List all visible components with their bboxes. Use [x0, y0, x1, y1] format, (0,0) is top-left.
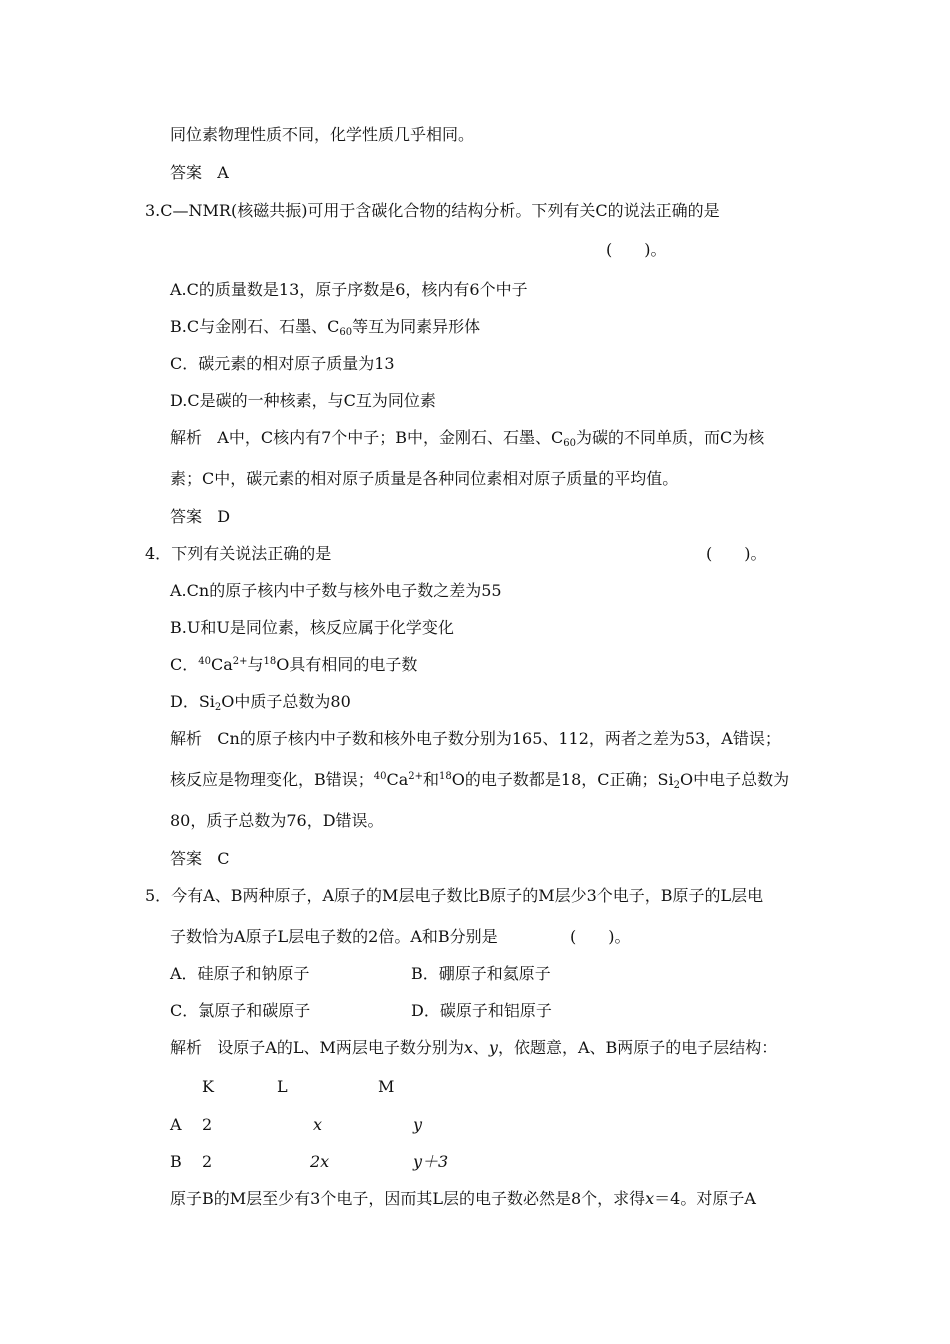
q3-stem [145, 201, 720, 221]
table-header-k: K [202, 1077, 214, 1096]
q3-option-d: D.C是碳的一种核素，与C互为同位素 [170, 391, 436, 410]
q4-option-c [170, 655, 417, 678]
q4-stem-text: 下列有关说法正确的是 [171, 544, 332, 563]
q4-exp2-ca: Ca [386, 770, 409, 789]
q4-exp1: Cn的原子核内中子数和核外电子数分别为165、112，两者之差为53，A错误； [217, 729, 781, 748]
q3-option-a: A.C的质量数是13，原子序数是6，核内有6个中子 [170, 280, 528, 299]
q4-explanation-line2 [170, 770, 789, 793]
q4-exp2-sup2: 2+ [408, 771, 424, 782]
q3-number: 3. [145, 201, 161, 220]
answer-value: C [217, 849, 230, 868]
answer-label: 答案 [170, 849, 203, 868]
explanation-label: 解析 [170, 428, 203, 447]
q5-stem-line1 [145, 886, 763, 906]
q5-stem1: 今有A、B两种原子，A原子的M层电子数比B原子的M层少3个电子，B原子的L层电 [171, 886, 764, 905]
q5-option-a: A．硅原子和钠原子 [170, 964, 310, 983]
q3-answer [170, 507, 230, 527]
table-row-a-k: 2 [202, 1115, 213, 1134]
explanation-label: 解析 [170, 729, 203, 748]
table-header-m: M [378, 1077, 395, 1096]
q3-option-b-pre: B.C与金刚石、石墨、C [170, 317, 340, 336]
answer-label: 答案 [170, 163, 203, 182]
q5-exp2-pre: 原子B的M层至少有3个电子，因而其L层的电子数必然是8个，求得 [170, 1189, 646, 1208]
q3-exp1-pre: A中，C核内有7个中子；B中，金刚石、石墨、C [217, 428, 564, 447]
q4-number: 4． [145, 544, 172, 563]
q3-option-b-post: 等互为同素异形体 [352, 317, 481, 336]
q5-exp1-pre: 设原子A的L、M两层电子数分别为 [217, 1038, 464, 1057]
q3-explanation-line2: 素；C中，碳元素的相对原子质量是各种同位素相对原子质量的平均值。 [170, 469, 679, 488]
q5-option-c: C．氯原子和碳原子 [170, 1001, 311, 1020]
q3-stem-a: C [160, 201, 173, 220]
q4-explanation-line3: 80，质子总数为76，D错误。 [170, 811, 384, 830]
answer-value: A [217, 163, 229, 182]
table-row-a-l: x [313, 1115, 323, 1134]
q4-blank: ( )。 [706, 544, 767, 563]
q5-exp1-y: y [488, 1038, 498, 1057]
q4-explanation-line1 [170, 729, 781, 749]
intro-answer [170, 163, 229, 183]
q5-exp1-post: ，依题意，A、B两原子的电子层结构： [497, 1038, 778, 1057]
q4-stem [145, 544, 331, 564]
q3-blank: ( )。 [606, 240, 667, 259]
q3-option-b [170, 317, 480, 340]
table-row-b-m: y＋3 [413, 1152, 449, 1171]
q3-exp1-post: 为碳的不同单质，而C为核 [576, 428, 765, 447]
q4-option-d-pre: D．Si [170, 692, 215, 711]
q3-option-c: C．碳元素的相对原子质量为13 [170, 354, 395, 373]
q4-option-c-mid: 与 [247, 655, 264, 674]
q4-exp2-mid2: O的电子数都是18，C正确；Si [451, 770, 674, 789]
q4-option-c-pre: C． [170, 655, 199, 674]
q5-exp1-sep: 、 [472, 1038, 489, 1057]
q5-explanation-line1 [170, 1038, 777, 1058]
q4-option-c-sup2: 2+ [232, 656, 248, 667]
table-row-a-m: y [413, 1115, 423, 1134]
q4-exp2-sup1: 40 [373, 771, 387, 782]
q4-exp2-pre: 核反应是物理变化，B错误； [170, 770, 374, 789]
q4-exp2-post: O中电子总数为 [679, 770, 790, 789]
q4-option-c-sup1: 40 [198, 656, 211, 667]
q4-exp2-sup3: 18 [439, 771, 452, 782]
q4-exp2-sub: 2 [673, 780, 680, 791]
q5-explanation-line2 [170, 1189, 756, 1209]
table-row-b-label: B [170, 1152, 182, 1171]
q3-stem-b: —NMR(核磁共振)可用于含碳化合物的结构分析。下列有关C的说法正确的是 [172, 201, 720, 220]
table-row-b-k: 2 [202, 1152, 213, 1171]
q4-option-c-sup3: 18 [263, 656, 277, 667]
intro-text: 同位素物理性质不同，化学性质几乎相同。 [170, 125, 475, 144]
q5-exp2-x: x [645, 1189, 655, 1208]
explanation-label: 解析 [170, 1038, 203, 1057]
q5-blank: ( )。 [570, 927, 631, 946]
q4-option-c-post: O具有相同的电子数 [276, 655, 418, 674]
answer-label: 答案 [170, 507, 203, 526]
q3-explanation-line1 [170, 428, 764, 451]
q5-stem-line2: 子数恰为A原子L层电子数的2倍。A和B分别是 [170, 927, 498, 946]
q4-exp2-mid: 和 [423, 770, 440, 789]
table-row-b-l: 2x [310, 1152, 330, 1171]
q4-option-d-post: O中质子总数为80 [221, 692, 351, 711]
q4-option-d [170, 692, 351, 715]
q4-option-c-ca: Ca [210, 655, 233, 674]
q3-option-b-sub: 60 [339, 327, 353, 338]
q3-exp1-sub: 60 [563, 438, 576, 449]
q5-option-d: D．碳原子和铝原子 [411, 1001, 552, 1020]
table-row-a-label: A [170, 1115, 182, 1134]
q5-exp1-x: x [463, 1038, 473, 1057]
q4-option-a: A.Cn的原子核内中子数与核外电子数之差为55 [170, 581, 502, 600]
table-header-l: L [277, 1077, 288, 1096]
answer-value: D [217, 507, 231, 526]
q4-answer [170, 849, 230, 869]
q4-option-d-sub: 2 [214, 702, 222, 713]
q5-exp2-post: ＝4。对原子A [654, 1189, 756, 1208]
q4-option-b: B.U和U是同位素，核反应属于化学变化 [170, 618, 454, 637]
q5-number: 5． [145, 886, 172, 905]
q5-option-b: B．硼原子和氦原子 [411, 964, 551, 983]
